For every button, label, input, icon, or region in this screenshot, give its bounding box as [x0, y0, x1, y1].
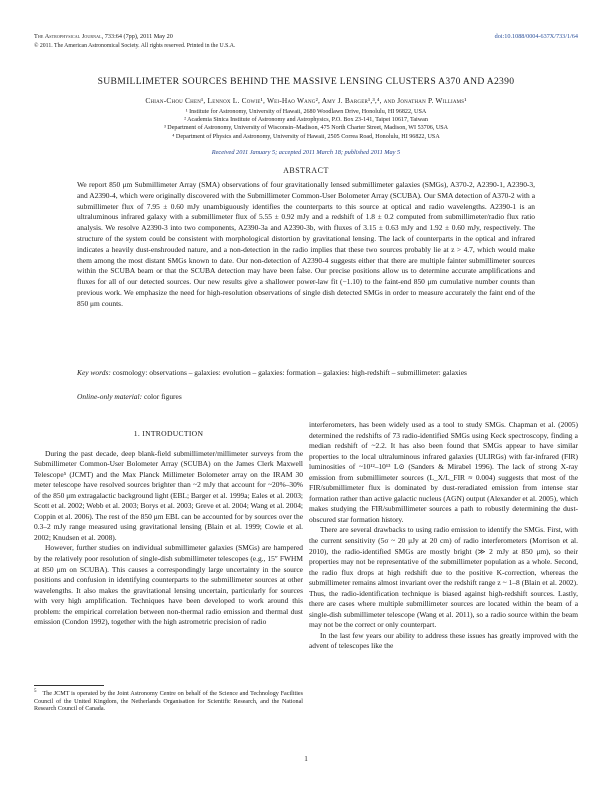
abstract-text: We report 850 μm Submillimeter Array (SMA) observations of four gravitationally lensed submillimeter galaxies (SMGs), A370-2, A2390-1, A2390-3, and A2390-4, which were originally discovered with the Submillimeter Common-User Bolometer Array (SCUBA). Our SMA detection of A370-2 with a submillimeter flux of 7.95 ± 0.60 mJy unambiguously identifies the counterparts to this source at optical and radio wavelengths. A2390-1 is an ultraluminous infrared galaxy with a submillimeter flux of 5.55 ± 0.92 mJy and a redshift of 1.8 ± 0.2 computed from submillimeter/radio flux ratio analysis. We resolve A2390-3 into two components, A2390-3a and A2390-3b, with fluxes of 3.15 ± 0.63 mJy and 1.92 ± 0.60 mJy, respectively. The structure of the system could be consistent with morphological distortion by gravitational lensing. The lack of counterparts in the optical and infrared indicates a heavily dust-enshrouded nature, and a non-detection in the radio implies that these two sources probably lie at z > 4.7, which would make them among the most distant SMGs known to date. Our non-detection of A2390-4 suggests either that there are multiple fainter submillimeter sources within the SCUBA beam or that the SCUBA detection may have been false. Our precise positions allow us to determine accurate amplifications and fluxes for all of our detected sources. Our new results give a shallower power-law fit (−1.10) to the faint-end 850 μm cumulative number counts than previous work. We emphasize the need for high-resolution observations of single dish detected SMGs in order to measure accurately the faint end of the 850 μm counts.: [77, 180, 535, 308]
keywords-list: cosmology: observations – galaxies: evolution – galaxies: formation – galaxies: high-redshift – submillimeter: galaxies: [112, 368, 467, 377]
journal-name: The Astrophysical Journal: [34, 33, 102, 40]
affiliations: [34, 108, 578, 141]
publication-dates: Received 2011 January 5; accepted 2011 March 18; published 2011 May 5: [211, 149, 401, 156]
paragraph: However, further studies on individual submillimeter galaxies (SMGs) are hampered by the relatively poor resolution of single-dish submillimeter telescopes (e.g., 15″ FWHM at 850 μm on SCUBA). This causes a correspondingly large uncertainty in the source positions and confusion in identifying counterparts to the submillimeter sources at other wavelengths. It also makes the gravitational lensing uncertain, particularly for sources with very high amplification. Techniques have been developed to work around this problem: the empirical correlation between non-thermal radio emission and thermal dust emission (Condon 1992), together with the high astrometric precision of radio: [34, 543, 303, 627]
left-column: [34, 420, 303, 628]
paragraph: In the last few years our ability to address these issues has greatly improved with the advent of telescopes like the: [309, 630, 578, 651]
keywords: [77, 368, 535, 379]
footnote: [34, 688, 303, 714]
doi-header: [495, 33, 578, 41]
affiliation: ⁴ Department of Physics and Astronomy, University of Hawaii, 2505 Correa Road, Honolulu, HI 96822, USA: [172, 133, 440, 140]
footnote-divider: [34, 685, 104, 686]
online-value: color figures: [143, 392, 182, 401]
online-material: [77, 392, 535, 403]
author-list: Chian-Chou Chen¹, Lennox L. Cowie¹, Wei-Hao Wang², Amy J. Barger¹,³,⁴, and Jonathan P. Williams¹: [145, 96, 467, 105]
paper-title: SUBMILLIMETER SOURCES BEHIND THE MASSIVE LENSING CLUSTERS A370 AND A2390: [97, 76, 515, 87]
footnote-text: The JCMT is operated by the Joint Astronomy Centre on behalf of the Science and Technology Facilities Council of the United Kingdom, the Netherlands Organisation for Scientific Research, and the National Research Council of Canada.: [34, 691, 303, 713]
affiliation: ² Academia Sinica Institute of Astronomy and Astrophysics, P.O. Box 23-141, Taipei 10617, Taiwan: [184, 117, 428, 124]
paragraph: There are several drawbacks to using radio emission to identify the SMGs. First, with the current sensitivity (5σ ~ 20 μJy at 20 cm) of radio interferometers (Morrison et al. 2010), the radio-identified SMGs are mostly bright (≫ 2 mJy at 850 μm), so their properties may not be representative of the submillimeter population as a whole. Second, the radio flux drops at high redshift due to the positive K-correction, whereas the submillimeter remains almost invariant over the redshift range z ~ 1–8 (Blain et al. 2002). Thus, the radio-identification technique is biased against high-redshift sources. Lastly, there are cases where multiple submillimeter sources are located within the beam of a single-dish submillimeter telescope (Wang et al. 2011), so a radio source within the beam may not be the correct or only counterpart.: [309, 525, 578, 630]
abstract-heading: ABSTRACT: [283, 166, 329, 175]
keywords-label: Key words:: [77, 368, 111, 377]
running-header: [34, 33, 173, 41]
online-label: Online-only material:: [77, 392, 143, 401]
right-column: [309, 420, 578, 652]
footnote-mark: 5: [34, 689, 37, 694]
paragraph: interferometers, has been widely used as a tool to study SMGs. Chapman et al. (2005) determined the redshifts of 73 radio-identified SMGs using Keck spectroscopy, finding a median redshift of ~2.2. It has also been found that SMGs appear to have similar properties to the local ultraluminous infrared galaxies (ULIRGs) with far-infrared (FIR) luminosities of ~10¹²–10¹³ L⊙ (Sanders & Mirabel 1996). The lack of strong X-ray emission from submillimeter sources (L_X/L_FIR ≈ 0.004) suggests that most of the FIR/submillimeter flux is dominated by dust-reradiated emission from intense star formation rather than active galactic nucleus (AGN) output (Alexander et al. 2005), which makes studying the FIR/submillimeter sources a path to robustly determining the dust-obscured star formation history.: [309, 420, 578, 524]
section-heading: 1. INTRODUCTION: [133, 429, 204, 438]
copyright-line: © 2011. The American Astronomical Society. All rights reserved. Printed in the U.S.A.: [34, 43, 236, 49]
citation: , 733:64 (7pp), 2011 May 20: [101, 33, 173, 40]
affiliation: ¹ Institute for Astronomy, University of Hawaii, 2680 Woodlawn Drive, Honolulu, HI 96822, USA: [185, 109, 427, 115]
affiliation: ³ Department of Astronomy, University of Wisconsin–Madison, 475 North Charter Street, Madison, WI 53706, USA: [163, 125, 449, 132]
page-number: 1: [304, 755, 308, 763]
paragraph: During the past decade, deep blank-field submillimeter/millimeter surveys from the Submillimeter Common-User Bolometer Array (SCUBA) on the James Clerk Maxwell Telescope⁵ (JCMT) and the Max Planck Millimeter Bolometer array on the IRAM 30 meter telescope have resolved sources brighter than ~2 mJy that account for ~20%–30% of the 850 μm extragalactic background light (EBL; Barger et al. 1999a; Eales et al. 2003; Scott et al. 2002; Webb et al. 2003; Borys et al. 2003; Greve et al. 2004; Wang et al. 2004; Coppin et al. 2006). The rest of the 850 μm EBL can be accounted for by sources over the 0.3–2 mJy range measured using gravitational lensing (Blain et al. 1999; Cowie et al. 2002; Knudsen et al. 2008).: [34, 448, 303, 542]
doi-link[interactable]: doi:10.1088/0004-637X/733/1/64: [494, 33, 578, 40]
